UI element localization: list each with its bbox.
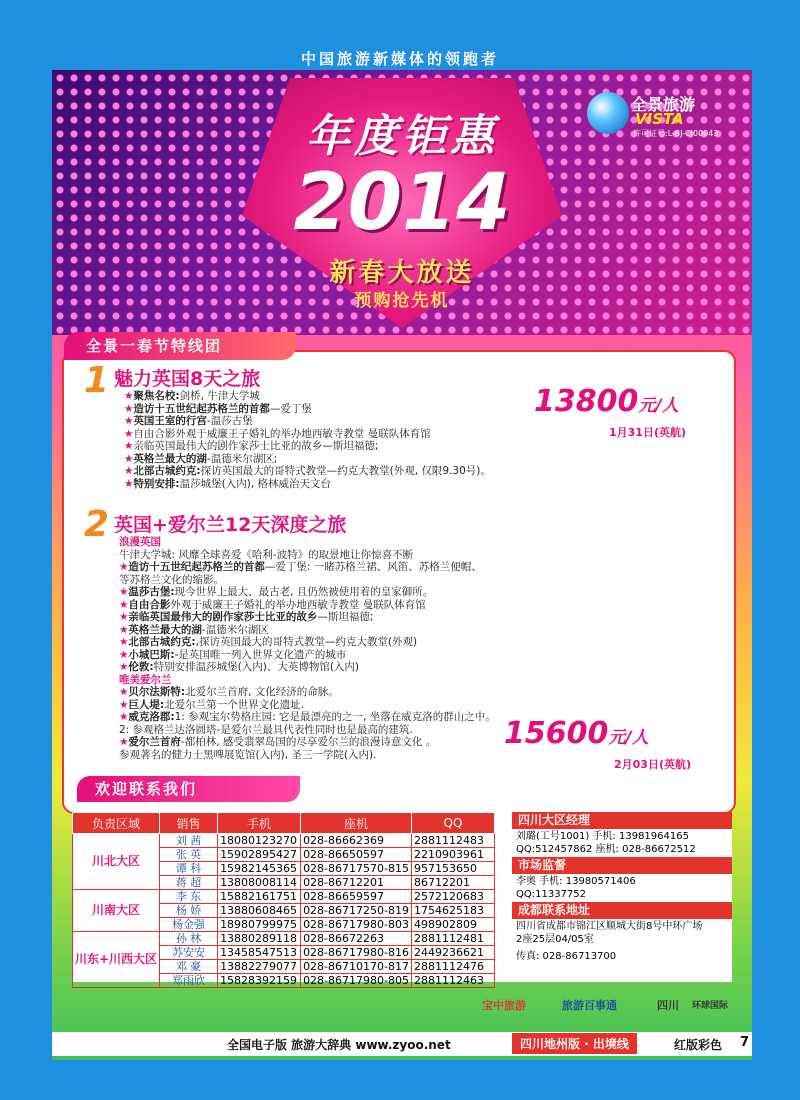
list-item	[124, 465, 491, 478]
star-icon: ★	[119, 736, 129, 748]
banner-subtitle: 新春大放送	[329, 258, 475, 288]
star-icon: ★	[124, 452, 134, 465]
tour2-sub2: 唯美爱尔兰	[119, 673, 172, 686]
qq-cell: 2881112481	[411, 932, 494, 946]
table-row	[73, 932, 495, 946]
tour2-intro: 牛津大学城: 风靡全球喜爱《哈利-波特》的取景地让你惊喜不断	[119, 548, 414, 561]
item-text: —爱丁堡	[269, 402, 312, 415]
list-item	[119, 636, 496, 649]
logo-name: 全景旅游	[631, 95, 696, 114]
footer-bar	[52, 1032, 752, 1056]
address-line-2: 2座25层04/05室	[516, 934, 594, 945]
tour2-title: 英国+爱尔兰12天深度之旅	[114, 514, 347, 536]
mobile-cell: 13882279077	[218, 960, 301, 974]
tour2-sub1: 浪漫英国	[119, 536, 161, 548]
qq-cell: 498902809	[411, 918, 494, 932]
sales-name-cell: 张 英	[160, 848, 218, 862]
qq-cell: 86712201	[411, 876, 494, 890]
banner-subtitle-2: 预购抢先机	[354, 291, 450, 311]
manager-line-1: 刘璐(工号1001) 手机: 13981964165	[516, 831, 689, 842]
item-text: 北爱尔兰首府, 文化经济的命脉。	[185, 686, 339, 698]
star-icon: ★	[124, 415, 134, 427]
item-bold: 贝尔法斯特:	[128, 686, 186, 698]
item-bold: 造访十五世纪起苏格兰的首都	[128, 561, 265, 573]
supervisor-title: 市场监督	[512, 857, 732, 874]
vista-logo	[587, 86, 747, 144]
phone-cell: 028-86710170-817	[301, 960, 412, 974]
section-tab: 全景一春节特线团	[64, 332, 296, 360]
table-row	[73, 834, 495, 848]
sales-name-cell: 李 东	[160, 890, 218, 904]
partner-logo-3: 四川	[657, 999, 679, 1012]
tour2-list-2	[119, 686, 496, 761]
item-text: 1: 参观宝尔势格庄园: 它是最漂亮的之一, 坐落在威克洛的群山之中。	[174, 711, 496, 723]
item-bold: 北部古城约克:	[128, 636, 196, 648]
footer-right: 红版彩色	[674, 1038, 723, 1052]
mobile-cell: 13458547513	[218, 946, 301, 960]
list-item	[119, 586, 496, 599]
mobile-cell: 15982145365	[218, 862, 301, 876]
list-item	[119, 574, 496, 587]
contact-panel	[72, 812, 732, 987]
list-item	[119, 749, 496, 762]
sales-name-cell: 刘 茜	[160, 834, 218, 848]
item-bold: 英格兰最大的湖	[133, 452, 207, 465]
list-item	[124, 440, 491, 453]
item-text: -温德米尔湖区	[201, 623, 269, 636]
mobile-cell: 15882161751	[218, 890, 301, 904]
sales-name-cell: 邓 豪	[160, 960, 218, 974]
list-item	[119, 649, 496, 662]
qq-cell: 2210903961	[411, 848, 494, 862]
item-text: ,探访英国最大的哥特式教堂—约克大教堂(外观)	[195, 636, 418, 648]
phone-cell: 028-86712201	[301, 876, 412, 890]
column-header: 负责区域	[73, 813, 160, 834]
tour2-content	[119, 536, 496, 761]
manager-title: 四川大区经理	[512, 812, 732, 829]
star-icon: ★	[119, 623, 129, 636]
tour-card	[62, 337, 736, 814]
logo-vista: VISTA	[635, 110, 684, 128]
sales-name-cell: 苏安安	[160, 946, 218, 960]
qq-cell: 1754625183	[411, 904, 494, 918]
mobile-cell: 13880289118	[218, 932, 301, 946]
region-cell: 川南大区	[73, 890, 160, 932]
item-text: 等苏格兰文化的缩影。	[119, 573, 224, 586]
phone-cell: 028-86672263	[301, 932, 412, 946]
manager-info	[512, 829, 732, 857]
fax-line: 传真: 028-86713700	[516, 951, 617, 962]
item-bold: 伦敦:	[128, 661, 154, 673]
list-item	[124, 453, 491, 466]
tour2-price-value: 15600	[504, 716, 609, 751]
list-item	[124, 390, 491, 403]
item-bold: 爱尔兰首府	[128, 736, 181, 748]
star-icon: ★	[124, 390, 134, 402]
item-text: 探访英国最大的哥特式教堂—约克大教堂(外观, 仅限9.30号)。	[200, 465, 491, 477]
tour2-price	[504, 716, 649, 751]
star-icon: ★	[124, 427, 134, 440]
star-icon: ★	[119, 711, 129, 723]
item-bold: 英格兰最大的湖	[128, 623, 202, 636]
star-icon: ★	[124, 477, 134, 490]
sales-name-cell: 谭 科	[160, 862, 218, 876]
item-text: 自由合影外观于威廉王子婚礼的举办地西敏寺教堂 曼联队体育馆	[133, 427, 431, 440]
tour1-price-value: 13800	[534, 384, 639, 419]
sales-name-cell: 杨 娇	[160, 904, 218, 918]
list-item	[119, 724, 496, 737]
tour1-price	[534, 384, 679, 419]
region-cell: 川北大区	[73, 834, 160, 890]
star-icon: ★	[119, 586, 129, 598]
item-text: 参观著名的健力士黑啤展览馆(入内), 圣三一学院(入内).	[119, 748, 377, 761]
star-icon: ★	[119, 661, 129, 673]
phone-cell: 028-86662369	[301, 834, 412, 848]
item-text: -温莎古堡	[206, 415, 253, 427]
phone-cell: 028-86717250-819	[301, 904, 412, 918]
item-bold: 造访十五世纪起苏格兰的首都	[133, 402, 270, 415]
star-icon: ★	[119, 598, 129, 611]
star-icon: ★	[119, 561, 129, 573]
phone-cell: 028-86650597	[301, 848, 412, 862]
address-line-1: 四川省成都市锦江区顺城大街8号中环广场	[516, 921, 703, 932]
list-item	[124, 478, 491, 491]
qq-cell: 2881112476	[411, 960, 494, 974]
star-icon: ★	[124, 465, 134, 477]
sales-name-cell: 蒋 超	[160, 876, 218, 890]
star-icon: ★	[124, 440, 134, 452]
address-title: 成都联系地址	[512, 902, 732, 919]
column-header: 销售	[160, 813, 218, 834]
list-item	[119, 686, 496, 699]
item-text: —斯坦福德;	[317, 611, 374, 623]
tour2-date: 2月03日(英航)	[614, 758, 692, 771]
region-cell: 川东+川西大区	[73, 932, 160, 988]
list-item	[119, 711, 496, 724]
column-header: 座机	[301, 813, 412, 834]
banner-year: 2014	[293, 158, 511, 248]
item-bold: 北部古城约克:	[133, 465, 201, 477]
table-row	[73, 890, 495, 904]
logo-license: 许可证号:L-BJ-CJ00043	[633, 129, 719, 138]
item-bold: 英国王室的行宫	[133, 415, 207, 427]
sales-name-cell: 郑雨欣	[160, 974, 218, 988]
item-bold: 小城巴斯:	[128, 648, 175, 661]
star-icon: ★	[119, 698, 129, 711]
manager-line-2: QQ:512457862 座机: 028-86672512	[516, 844, 696, 855]
contact-tab: 欢迎联系我们	[77, 776, 300, 802]
hero-banner	[52, 70, 752, 335]
column-header: QQ	[411, 813, 494, 834]
partner-logos	[252, 995, 742, 1020]
page-number: 7	[740, 1035, 750, 1050]
star-icon: ★	[119, 648, 129, 661]
phone-cell: 028-86717980-805	[301, 974, 412, 988]
star-icon: ★	[124, 402, 134, 415]
partner-logo-2: 旅游百事通	[562, 999, 617, 1012]
star-icon: ★	[119, 636, 129, 648]
mobile-cell: 13808008114	[218, 876, 301, 890]
list-item	[119, 699, 496, 712]
star-icon: ★	[119, 686, 129, 698]
supervisor-line-1: 李奥 手机: 13980571406	[516, 876, 636, 887]
item-text: 2: 参观格兰达洛圆塔-是爱尔兰最具代表性同时也是最高的建筑.	[119, 723, 413, 736]
mobile-cell: 15902895427	[218, 848, 301, 862]
item-text: 现今世界上最大、最古老, 且仍然被使用着的皇家御所。	[174, 586, 434, 598]
list-item	[119, 624, 496, 637]
address-info	[512, 919, 732, 964]
supervisor-info	[512, 874, 732, 902]
list-item	[119, 736, 496, 749]
tour2-price-unit: 元/人	[608, 728, 649, 748]
contact-table	[72, 812, 495, 988]
tour2-list	[119, 561, 496, 674]
footer-mid: 四川地州版 · 出境线	[512, 1033, 637, 1054]
mobile-cell: 15828392159	[218, 974, 301, 988]
item-text: 特别安排温莎城堡(入内)、大英博物馆(入内)	[153, 661, 360, 673]
tour1-list	[124, 390, 491, 490]
tour2-number: 2	[84, 504, 110, 545]
tour1-price-unit: 元/人	[638, 396, 679, 416]
star-icon: ★	[119, 611, 129, 623]
item-bold: 聚焦名校:	[133, 390, 180, 402]
item-bold: 自由合影	[128, 598, 171, 611]
globe-icon	[587, 92, 629, 134]
qq-cell: 957153650	[411, 862, 494, 876]
item-text: 亲临英国最伟大的剧作家莎士比亚的故乡—斯坦福德;	[133, 440, 379, 452]
item-text: 外观于威廉王子婚礼的举办地西敏寺教堂 曼联队体育馆	[170, 598, 426, 611]
item-bold: 特别安排:	[133, 477, 180, 490]
item-text: 北爱尔兰第一个世界文化遗址.	[164, 698, 304, 711]
tour1-number: 1	[84, 360, 110, 401]
item-bold: 威克洛郡:	[128, 711, 175, 723]
phone-cell: 028-86717570-815	[301, 862, 412, 876]
footer-left: 全国电子版 旅游大辞典 www.zyoo.net	[227, 1038, 451, 1052]
banner-title-1: 年度钜惠	[306, 111, 498, 162]
item-bold: 温莎古堡:	[128, 586, 175, 598]
sales-name-cell: 杨金强	[160, 918, 218, 932]
mobile-cell: 18980799975	[218, 918, 301, 932]
item-bold: 亲临英国最伟大的剧作家莎士比亚的故乡	[128, 611, 318, 623]
list-item	[124, 415, 491, 428]
list-item	[119, 561, 496, 574]
qq-cell: 2449236621	[411, 946, 494, 960]
item-text: -都柏林, 感受翡翠岛国的尽享爱尔兰的浪漫诗意文化 。	[180, 736, 437, 748]
list-item	[124, 403, 491, 416]
item-text: -温德米尔湖区;	[206, 452, 278, 465]
mobile-cell: 18080123270	[218, 834, 301, 848]
list-item	[119, 611, 496, 624]
qq-cell: 2881112463	[411, 974, 494, 988]
partner-logo-1: 宝中旅游	[482, 999, 526, 1012]
item-bold: 巨人堤:	[128, 698, 165, 711]
supervisor-line-2: QQ:11337752	[516, 889, 587, 900]
sales-name-cell: 孙 林	[160, 932, 218, 946]
top-slogan: 中国旅游新媒体的领跑者	[300, 50, 499, 68]
mobile-cell: 13880608465	[218, 904, 301, 918]
phone-cell: 028-86659597	[301, 890, 412, 904]
qq-cell: 2572120683	[411, 890, 494, 904]
item-text: -是英国唯一列入世界文化遗产的城市	[174, 648, 347, 661]
list-item	[119, 599, 496, 612]
qq-cell: 2881112483	[411, 834, 494, 848]
tour1-title: 魅力英国8天之旅	[114, 368, 261, 390]
contact-table-header	[73, 813, 495, 834]
phone-cell: 028-86717980-803	[301, 918, 412, 932]
item-text: —爱丁堡: 一睹苏格兰裙、风笛、苏格兰便帽、	[264, 561, 482, 573]
tour1-date: 1月31日(英航)	[609, 426, 687, 439]
item-text: 剑桥, 牛津大学城	[179, 390, 260, 402]
item-text: 温莎城堡(入内), 格林威治天文台	[179, 477, 331, 490]
list-item	[124, 428, 491, 441]
partner-logo-4: 环球国际	[692, 1001, 729, 1011]
contact-right-panel	[512, 812, 732, 964]
list-item	[119, 661, 496, 674]
poster-frame	[52, 70, 752, 1060]
phone-cell: 028-86717980-816	[301, 946, 412, 960]
column-header: 手机	[218, 813, 301, 834]
